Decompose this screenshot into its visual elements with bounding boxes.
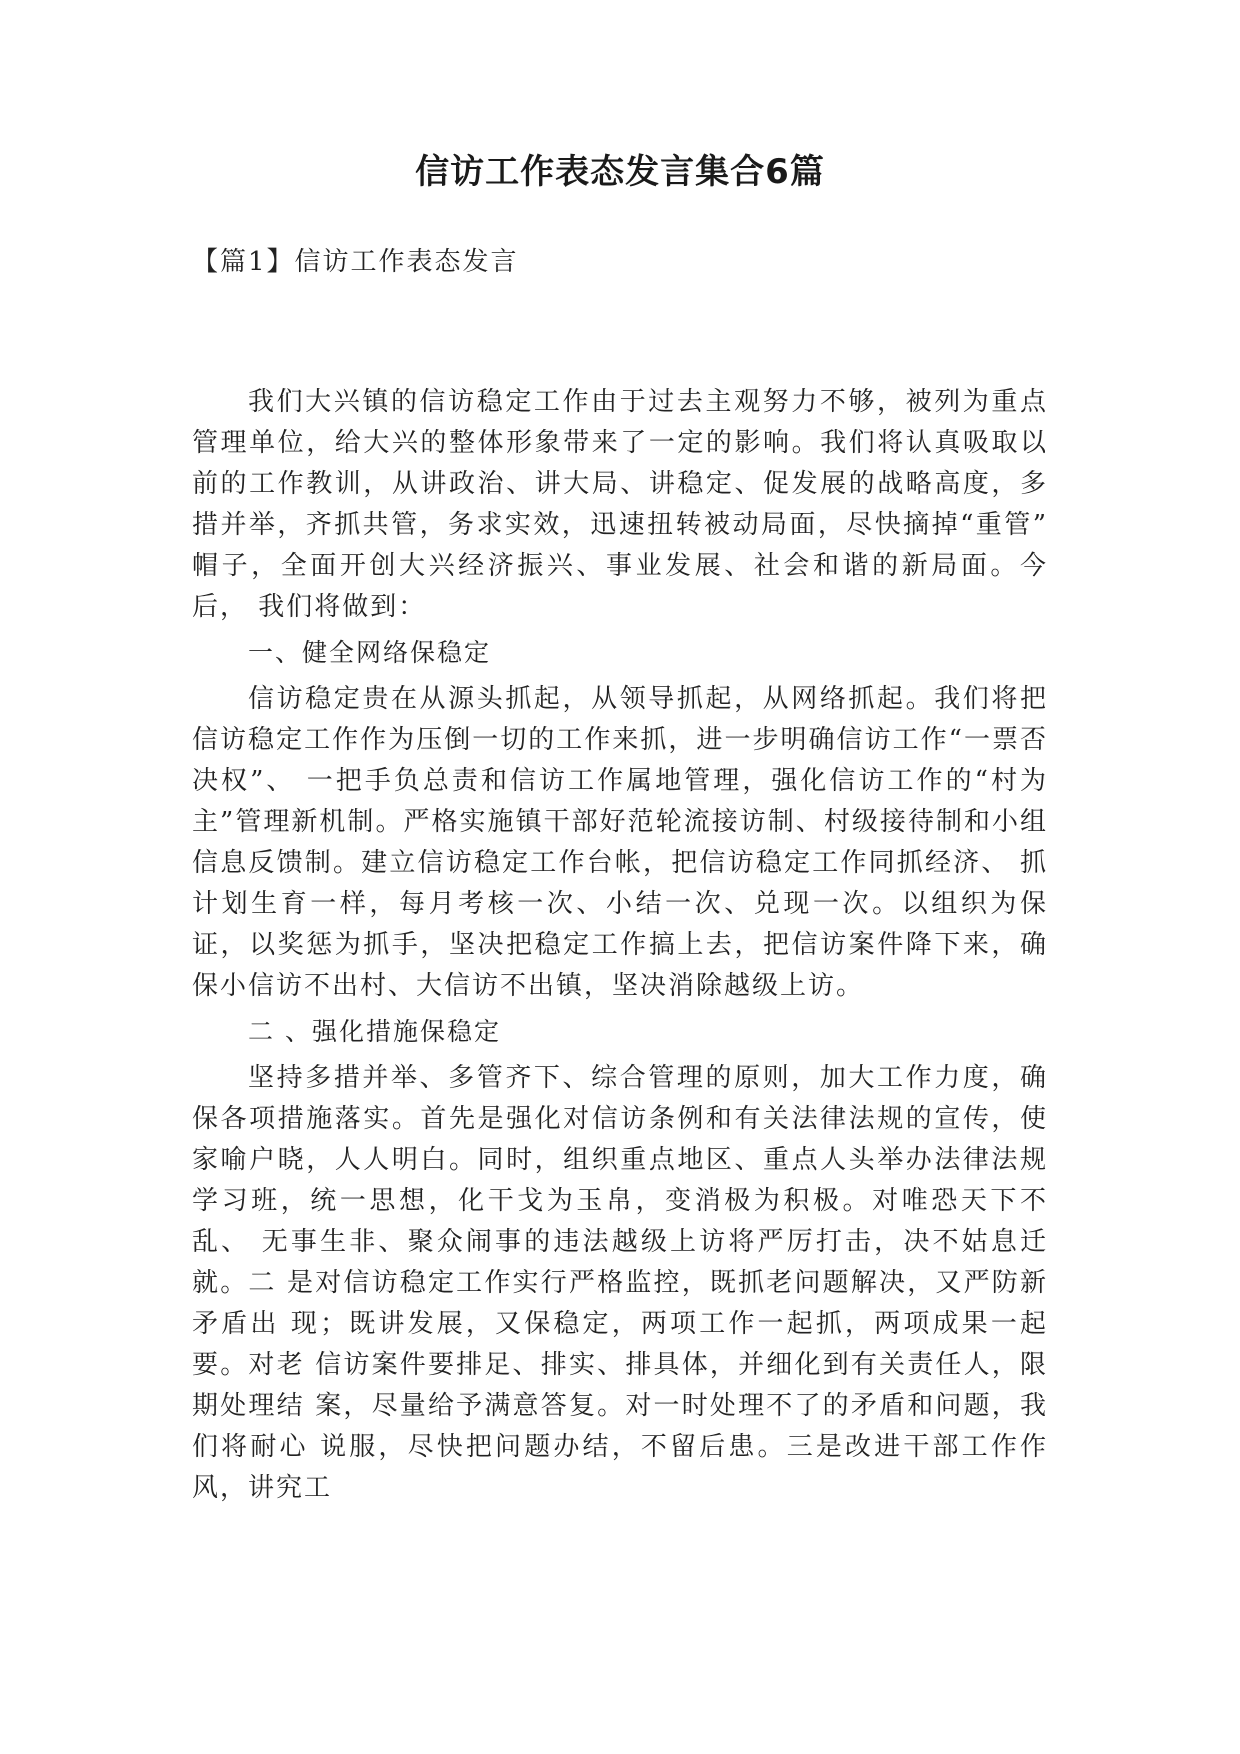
paragraph-intro: 我们大兴镇的信访稳定工作由于过去主观努力不够，被列为重点管理单位，给大兴的整体形象带来了一定的影响。我们将认真吸取以前的工作教训，从讲政治、讲大局、讲稳定、促发展的战略高度，多措并举，齐抓共管，务求实效，迅速扭转被动局面，尽快摘掉“重管” 帽子，全面开创大兴经济振兴、事业发展、社会和谐的新局面。今后， 我们将做到：	[192, 387, 1048, 622]
paragraph-network: 信访稳定贵在从源头抓起，从领导抓起，从网络抓起。我们将把信访稳定工作作为压倒一切的工作来抓，进一步明确信访工作“一票否决权”、 一把手负总责和信访工作属地管理，强化信访工作的“村为主”管理新机制。严格实施镇干部好范轮流接访制、村级接待制和小组信息反馈制。建立信访稳定工作台帐，把信访稳定工作同抓经济、 抓计划生育一样，每月考核一次、小结一次、兑现一次。以组织为保 证，以奖惩为抓手，坚决把稳定工作搞上去，把信访案件降下来，确 保小信访不出村、大信访不出镇，坚决消除越级上访。	[192, 684, 1048, 1001]
subheading-2: 二 、强化措施保稳定	[248, 1017, 501, 1046]
document-body	[192, 382, 1048, 1509]
document-title: 信访工作表态发言集合6篇	[415, 152, 825, 192]
paragraph-measures: 坚持多措并举、多管齐下、综合管理的原则，加大工作力度，确保各项措施落实。首先是强化对信访条例和有关法律法规的宣传，使家喻户晓，人人明白。同时，组织重点地区、重点人头举办法律法规 学习班，统一思想，化干戈为玉帛，变消极为积极。对唯恐天下不乱、 无事生非、聚众闹事的违法越级上访将严厉打击，决不姑息迁就。二 是对信访稳定工作实行严格监控，既抓老问题解决，又严防新矛盾出 现；既讲发展，又保稳定，两项工作一起抓，两项成果一起要。对老 信访案件要排足、排实、排具体，并细化到有关责任人，限期处理结 案，尽量给予满意答复。对一时处理不了的矛盾和问题，我们将耐心 说服，尽快把问题办结，不留后患。三是改进干部工作作风，讲究工	[192, 1063, 1048, 1503]
section-heading: 【篇1】信访工作表态发言	[192, 247, 519, 277]
subheading-1: 一、健全网络保稳定	[248, 638, 492, 667]
